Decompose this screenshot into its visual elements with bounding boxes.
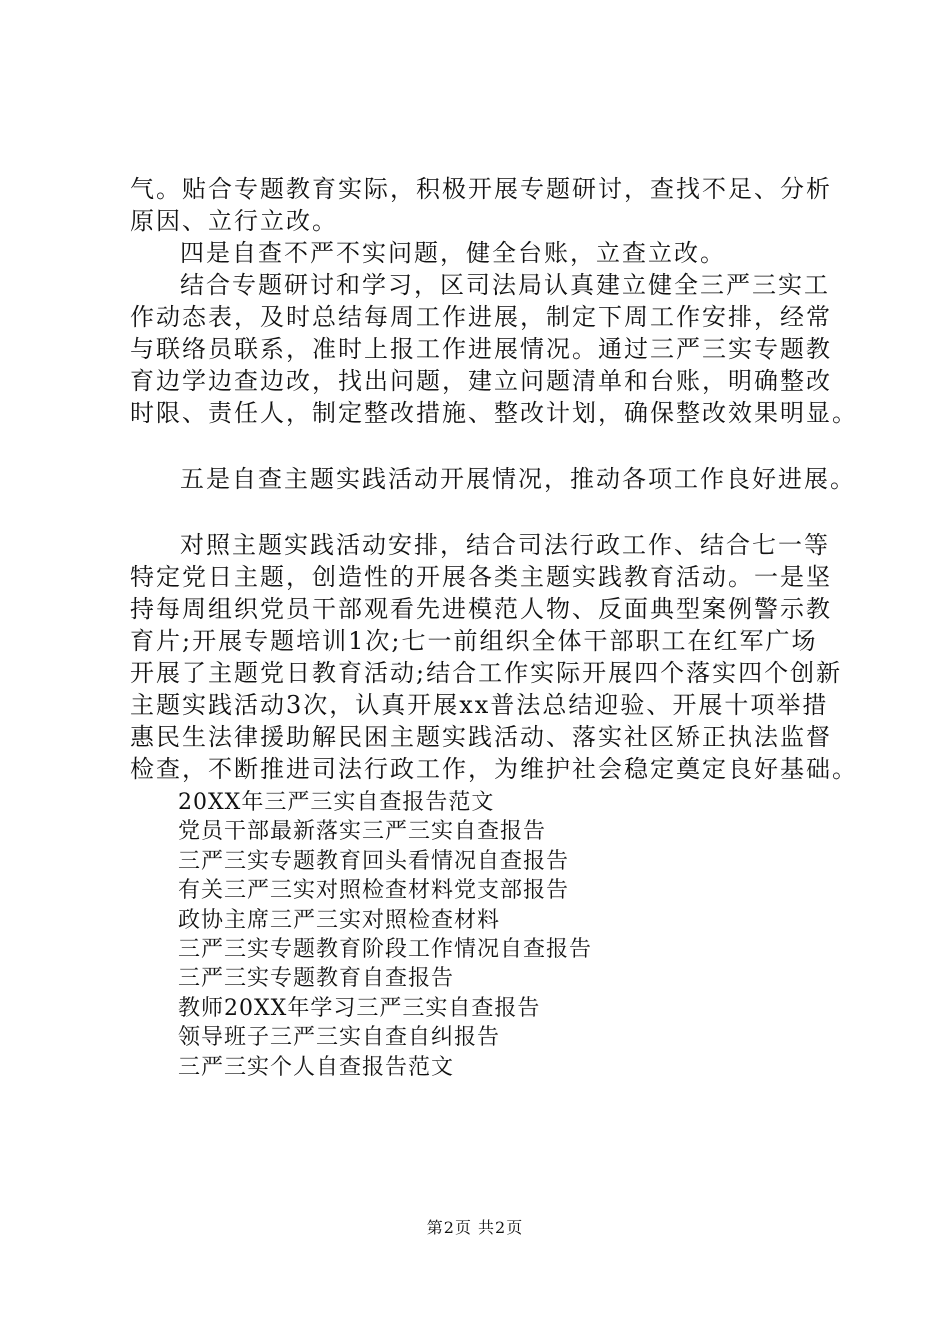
document-body bbox=[130, 173, 858, 785]
text-line: 气。贴合专题教育实际，积极开展专题研讨，查找不足、分析 bbox=[130, 175, 832, 203]
text-line: 作动态表，及时总结每周工作进展，制定下周工作安排，经常 bbox=[130, 303, 832, 331]
related-article-link[interactable]: 有关三严三实对照检查材料党支部报告 bbox=[178, 878, 570, 904]
related-article-link[interactable]: 20XX年三严三实自查报告范文 bbox=[178, 790, 495, 815]
related-article-link[interactable]: 三严三实个人自查报告范文 bbox=[178, 1054, 455, 1080]
text-line: 对照主题实践活动安排，结合司法行政工作、结合七一等 bbox=[180, 531, 830, 559]
related-article-link[interactable]: 领导班子三严三实自查自纠报告 bbox=[178, 1025, 501, 1051]
text-line: 惠民生法律援助解民困主题实践活动、落实社区矫正执法监督 bbox=[130, 723, 832, 751]
paragraph-gap bbox=[130, 495, 830, 529]
text-line: 时限、责任人，制定整改措施、整改计划，确保整改效果明显。 bbox=[130, 399, 858, 427]
text-line: 育边学边查边改，找出问题，建立问题清单和台账，明确整改 bbox=[130, 367, 832, 395]
related-article-link[interactable]: 三严三实专题教育阶段工作情况自查报告 bbox=[178, 937, 593, 963]
text-line: 与联络员联系，准时上报工作进展情况。通过三严三实专题教 bbox=[130, 335, 832, 363]
text-line: 检查，不断推进司法行政工作，为维护社会稳定奠定良好基础。 bbox=[130, 755, 858, 783]
related-article-link[interactable]: 政协主席三严三实对照检查材料 bbox=[178, 907, 501, 933]
section-heading-5: 五是自查主题实践活动开展情况，推动各项工作良好进展。 bbox=[180, 465, 856, 493]
text-line: 育片;开展专题培训1次;七一前组织全体干部职工在红军广场 bbox=[130, 627, 818, 655]
text-line: 持每周组织党员干部观看先进模范人物、反面典型案例警示教 bbox=[130, 595, 832, 623]
paragraph-gap bbox=[130, 429, 830, 463]
page-footer: 第2页 共2页 bbox=[426, 1218, 524, 1237]
related-article-link[interactable]: 三严三实专题教育自查报告 bbox=[178, 966, 455, 992]
text-line: 开展了主题党日教育活动;结合工作实际开展四个落实四个创新 bbox=[130, 659, 843, 687]
text-line: 原因、立行立改。 bbox=[130, 207, 338, 235]
text-line: 主题实践活动3次，认真开展xx普法总结迎验、开展十项举措 bbox=[130, 691, 829, 719]
related-article-link[interactable]: 党员干部最新落实三严三实自查报告 bbox=[178, 819, 547, 845]
related-article-link[interactable]: 三严三实专题教育回头看情况自查报告 bbox=[178, 848, 570, 874]
text-line: 特定党日主题，创造性的开展各类主题实践教育活动。一是坚 bbox=[130, 563, 832, 591]
text-line: 结合专题研讨和学习，区司法局认真建立健全三严三实工 bbox=[180, 271, 830, 299]
related-articles-list bbox=[178, 788, 592, 1082]
section-heading-4: 四是自查不严不实问题，健全台账，立查立改。 bbox=[180, 239, 726, 267]
related-article-link[interactable]: 教师20XX年学习三严三实自查报告 bbox=[178, 995, 541, 1021]
